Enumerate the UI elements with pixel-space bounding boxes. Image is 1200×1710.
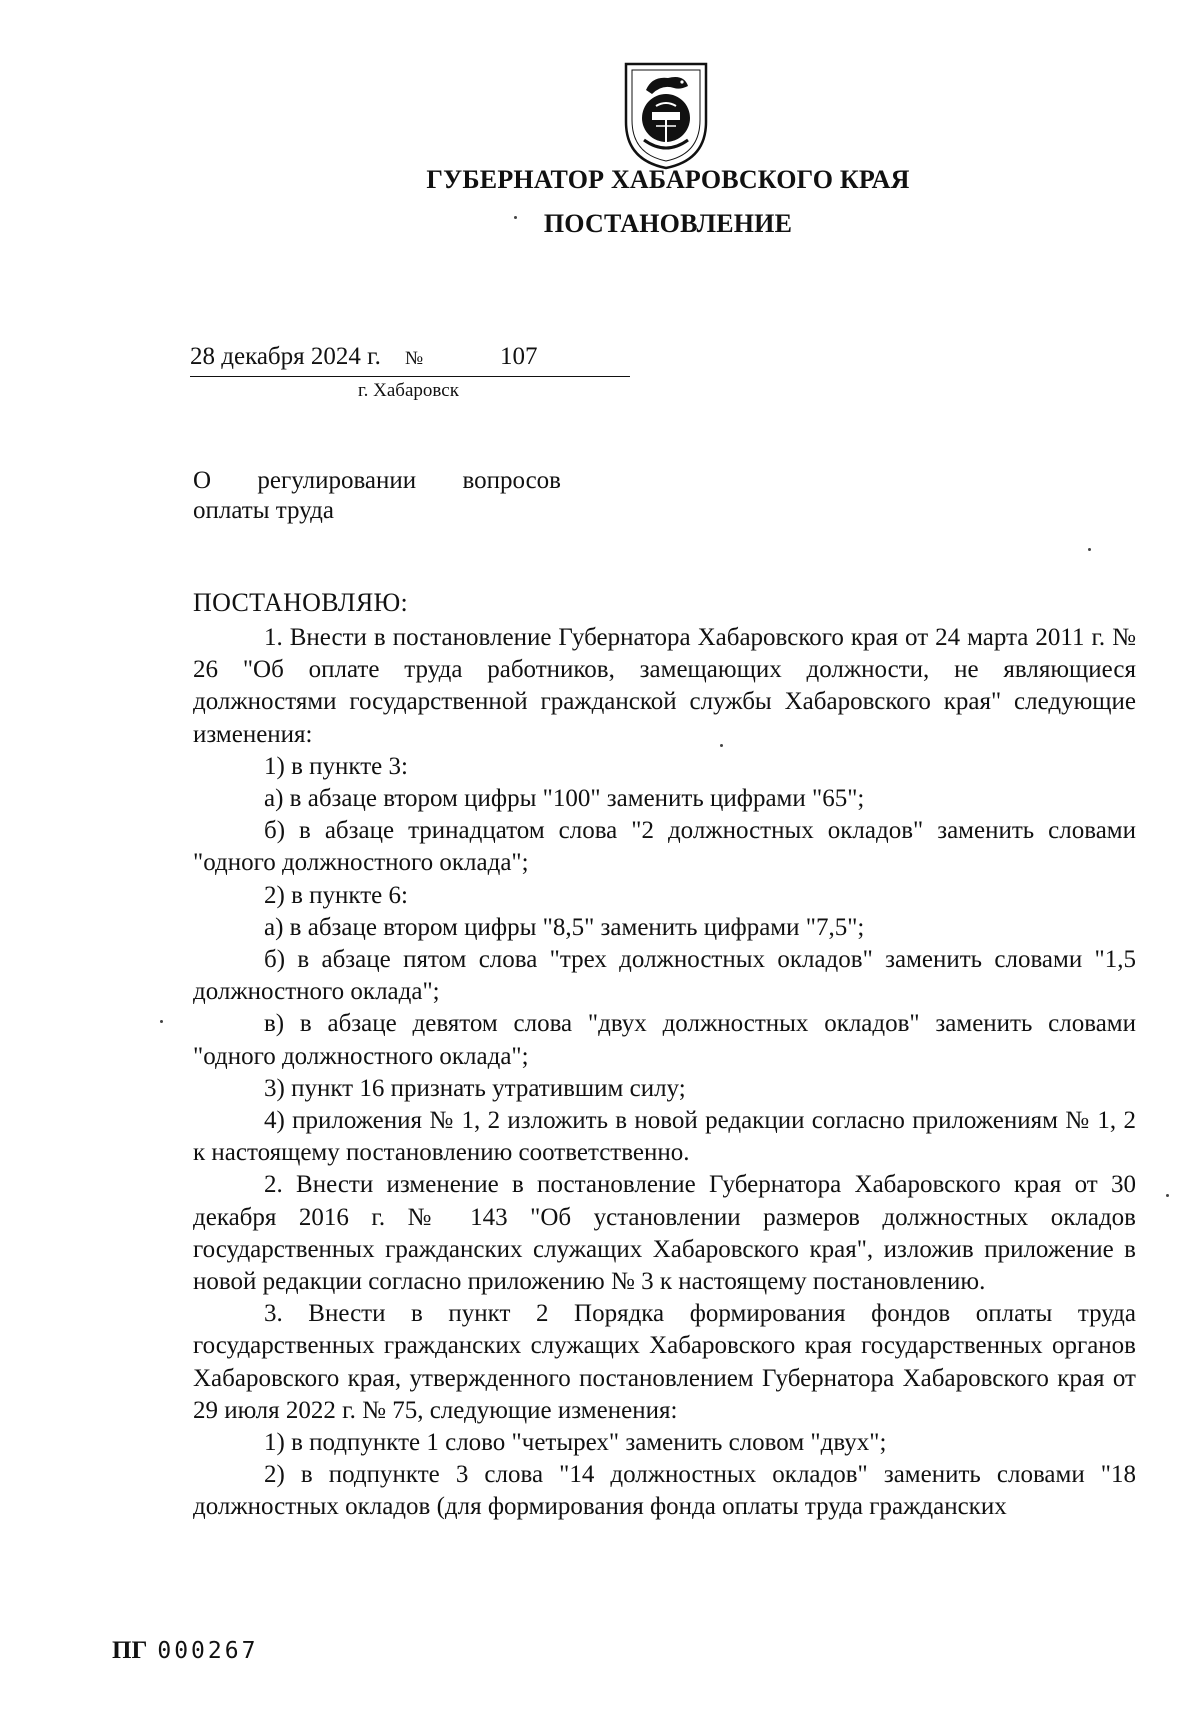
document-number: 107 <box>500 343 538 370</box>
form-code: 000267 <box>157 1638 259 1664</box>
decree-word: ПОСТАНОВЛЯЮ: <box>193 588 409 617</box>
subject-word: регулировании <box>257 467 417 494</box>
document-type-title: ПОСТАНОВЛЕНИЕ <box>543 209 793 238</box>
scan-speck <box>1088 548 1091 551</box>
scan-speck <box>720 744 723 747</box>
scan-speck <box>514 216 517 219</box>
subject-line: оплаты труда <box>193 497 334 524</box>
body-paragraph: а) в абзаце втором цифры "8,5" заменить цифрами "7,5"; <box>264 913 865 941</box>
body-paragraph: 1) в пункте 3: <box>264 752 408 780</box>
body-paragraph: 2) в подпункте 3 слова "14 должностных окладов" заменить словами "18 должностных окладов (для формирования фонда оплаты труда гражданских <box>193 1461 1136 1521</box>
document-date: 28 декабря 2024 г. <box>190 343 381 370</box>
body-paragraph: 3. Внести в пункт 2 Порядка формирования фондов оплаты труда государственных гражданских служащих Хабаровского края государственных органов Хабаровского края, утвержденного постановлением Губернатора Хабаровского края от 29 июля 2022 г. № 75, следующие изменения: <box>193 1300 1136 1424</box>
body-paragraph: 2) в пункте 6: <box>264 881 408 909</box>
document-subject <box>193 466 561 526</box>
scan-speck <box>160 1020 163 1023</box>
form-series: ПГ <box>112 1637 148 1664</box>
body-paragraph: 1) в подпункте 1 слово "четырех" заменить словом "двух"; <box>264 1429 887 1457</box>
issuing-authority-title: ГУБЕРНАТОР ХАБАРОВСКОГО КРАЯ <box>426 165 910 194</box>
body-paragraph: 3) пункт 16 признать утратившим силу; <box>264 1074 686 1102</box>
body-paragraph: 2. Внести изменение в постановление Губернатора Хабаровского края от 30 декабря 2016 г. № 143 "Об установлении размеров должностных окладов государственных гражданских служащих Хабаровского края", изложив приложение в новой редакции согласно приложению № 3 к настоящему постановлению. <box>193 1171 1136 1296</box>
body-paragraph: б) в абзаце пятом слова "трех должностных окладов" заменить словами "1,5 должностного оклада"; <box>193 946 1136 1006</box>
body-paragraph: 1. Внести в постановление Губернатора Хабаровского края от 24 марта 2011 г. № 26 "Об оплате труда работников, замещающих должности, не являющиеся должностями государственной гражданской службы Хабаровского края" следующие изменения: <box>193 624 1136 748</box>
subject-word: О <box>193 467 212 494</box>
body-paragraph: 4) приложения № 1, 2 изложить в новой редакции согласно приложениям № 1, 2 к настоящему постановлению соответственно. <box>193 1107 1136 1167</box>
scan-speck <box>1166 1194 1169 1197</box>
number-label: № <box>405 348 424 369</box>
document-city: г. Хабаровск <box>358 380 459 401</box>
coat-of-arms-emblem <box>622 60 710 172</box>
body-paragraph: а) в абзаце втором цифры "100" заменить цифрами "65"; <box>264 785 865 813</box>
body-paragraph: в) в абзаце девятом слова "двух должностных окладов" заменить словами "одного должностного оклада"; <box>193 1010 1136 1070</box>
body-paragraph: б) в абзаце тринадцатом слова "2 должностных окладов" заменить словами "одного должностного оклада"; <box>193 817 1136 877</box>
date-number-line <box>190 343 630 377</box>
subject-word: вопросов <box>462 467 561 494</box>
document-body <box>193 622 1136 1524</box>
form-serial-number <box>112 1637 258 1665</box>
